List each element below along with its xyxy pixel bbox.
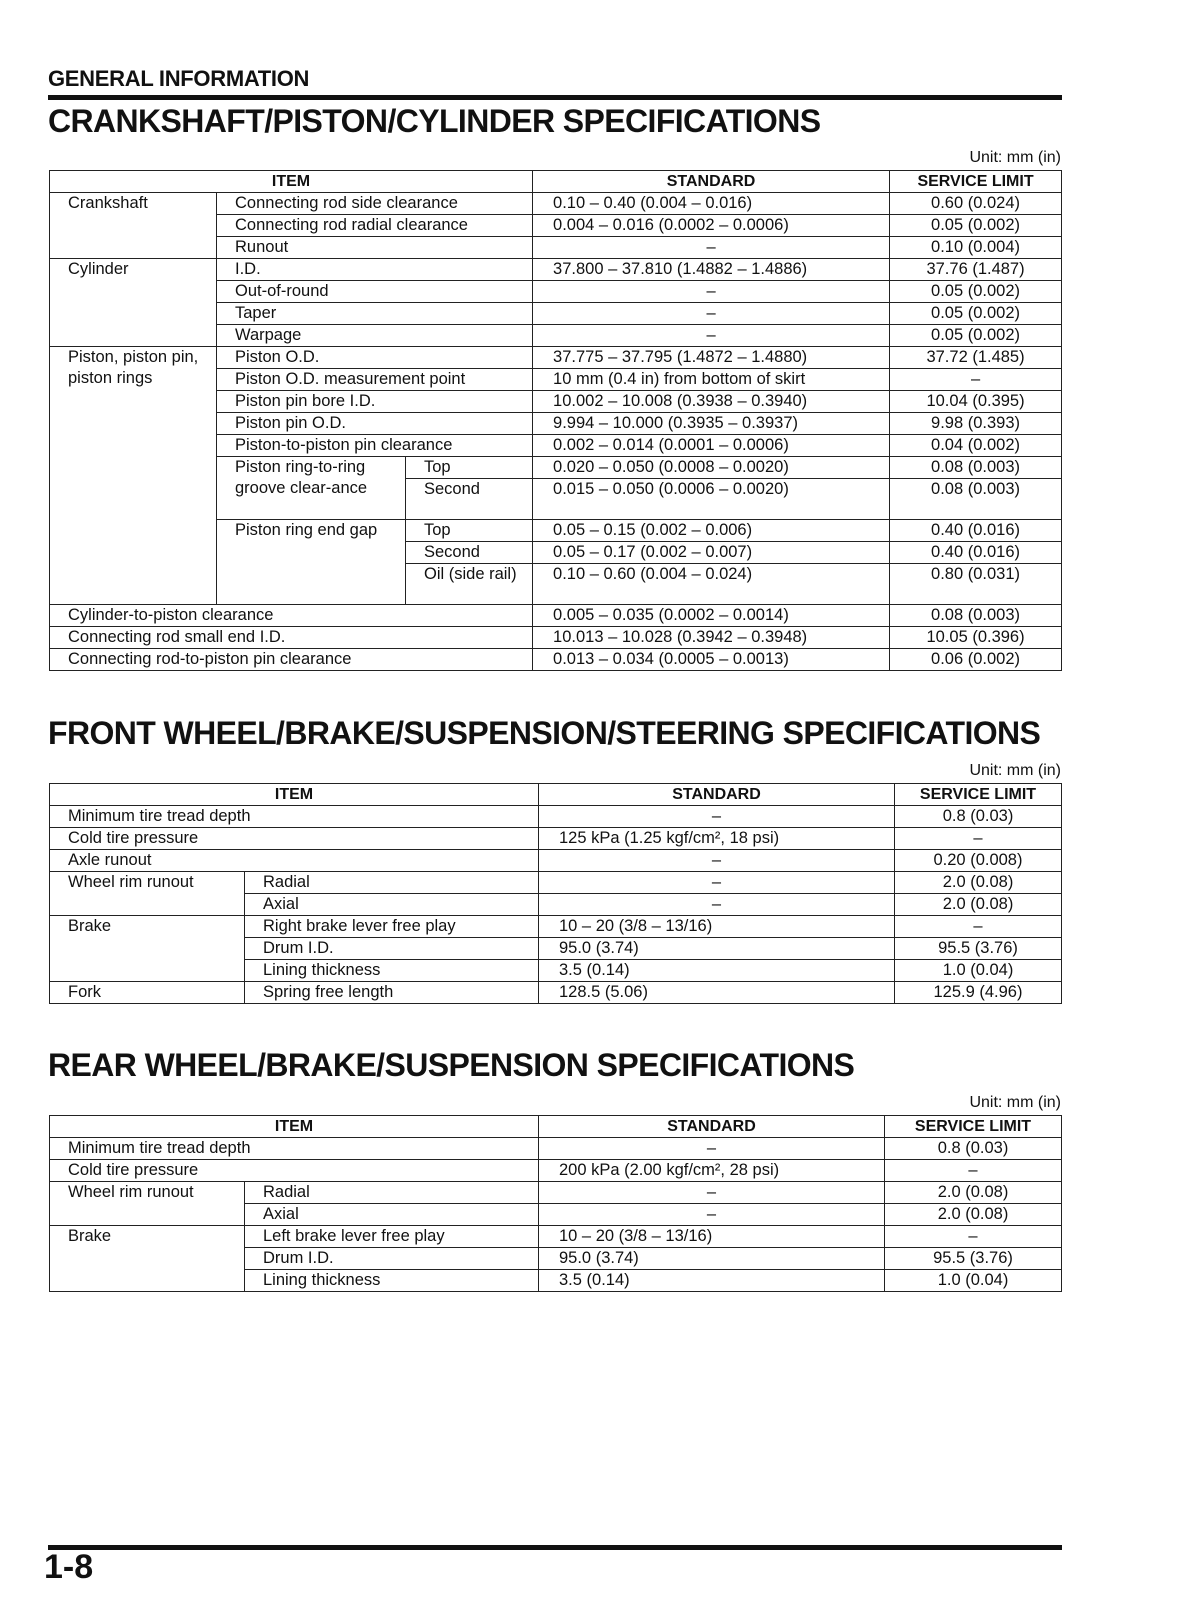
item-cell: Axial bbox=[245, 1204, 539, 1226]
item-cell: Drum I.D. bbox=[245, 1248, 539, 1270]
standard-cell: – bbox=[539, 1138, 885, 1160]
table-row bbox=[50, 193, 1062, 215]
standard-cell: 10.002 – 10.008 (0.3938 – 0.3940) bbox=[533, 391, 890, 413]
table-row bbox=[50, 605, 1062, 627]
sub-group-label: Piston ring end gap bbox=[217, 520, 406, 605]
limit-cell: 0.04 (0.002) bbox=[890, 435, 1062, 457]
standard-cell: – bbox=[539, 1182, 885, 1204]
front-wheel-unit-note: Unit: mm (in) bbox=[969, 762, 1061, 779]
item-cell: Drum I.D. bbox=[245, 938, 539, 960]
standard-cell: 128.5 (5.06) bbox=[539, 982, 895, 1004]
table-row bbox=[50, 916, 1062, 938]
standard-cell: 200 kPa (2.00 kgf/cm², 28 psi) bbox=[539, 1160, 885, 1182]
item-cell: Lining thickness bbox=[245, 1270, 539, 1292]
item-cell: Piston pin O.D. bbox=[217, 413, 533, 435]
table-header-row bbox=[50, 171, 1062, 193]
item-cell: Top bbox=[406, 520, 533, 542]
item-cell: Left brake lever free play bbox=[245, 1226, 539, 1248]
item-cell: Piston-to-piston pin clearance bbox=[217, 435, 533, 457]
table-row bbox=[50, 872, 1062, 894]
standard-cell: – bbox=[533, 303, 890, 325]
limit-cell: – bbox=[885, 1226, 1062, 1248]
standard-cell: 0.10 – 0.60 (0.004 – 0.024) bbox=[533, 564, 890, 605]
limit-cell: 2.0 (0.08) bbox=[895, 872, 1062, 894]
crankshaft-section-title: CRANKSHAFT/PISTON/CYLINDER SPECIFICATIONS bbox=[48, 103, 821, 139]
standard-cell: 0.05 – 0.15 (0.002 – 0.006) bbox=[533, 520, 890, 542]
item-cell: Piston O.D. measurement point bbox=[217, 369, 533, 391]
limit-cell: 0.60 (0.024) bbox=[890, 193, 1062, 215]
standard-cell: – bbox=[533, 281, 890, 303]
rear-wheel-unit-note: Unit: mm (in) bbox=[969, 1094, 1061, 1111]
standard-cell: 10 – 20 (3/8 – 13/16) bbox=[539, 1226, 885, 1248]
item-cell: Oil (side rail) bbox=[406, 564, 533, 605]
limit-cell: 9.98 (0.393) bbox=[890, 413, 1062, 435]
limit-cell: 0.05 (0.002) bbox=[890, 325, 1062, 347]
item-cell: Cold tire pressure bbox=[50, 828, 539, 850]
section-header-label: GENERAL INFORMATION bbox=[48, 66, 310, 91]
standard-cell: 37.800 – 37.810 (1.4882 – 1.4886) bbox=[533, 259, 890, 281]
standard-cell: 0.013 – 0.034 (0.0005 – 0.0013) bbox=[533, 649, 890, 671]
standard-cell: – bbox=[539, 894, 895, 916]
limit-cell: 0.05 (0.002) bbox=[890, 303, 1062, 325]
standard-cell: 3.5 (0.14) bbox=[539, 1270, 885, 1292]
item-cell: Axle runout bbox=[50, 850, 539, 872]
limit-cell: – bbox=[895, 916, 1062, 938]
table-row bbox=[50, 850, 1062, 872]
item-cell: Warpage bbox=[217, 325, 533, 347]
limit-cell: 95.5 (3.76) bbox=[895, 938, 1062, 960]
group-label: Brake bbox=[50, 1226, 245, 1292]
standard-cell: 3.5 (0.14) bbox=[539, 960, 895, 982]
table-row bbox=[50, 649, 1062, 671]
limit-cell: 10.05 (0.396) bbox=[890, 627, 1062, 649]
item-cell: Right brake lever free play bbox=[245, 916, 539, 938]
item-cell: Connecting rod radial clearance bbox=[217, 215, 533, 237]
limit-cell: – bbox=[885, 1160, 1062, 1182]
table-row bbox=[50, 1182, 1062, 1204]
item-cell: I.D. bbox=[217, 259, 533, 281]
limit-cell: 0.20 (0.008) bbox=[895, 850, 1062, 872]
limit-cell: 0.08 (0.003) bbox=[890, 605, 1062, 627]
group-label: Wheel rim runout bbox=[50, 1182, 245, 1226]
rear-wheel-spec-table bbox=[49, 1115, 1062, 1292]
item-cell: Radial bbox=[245, 872, 539, 894]
standard-cell: – bbox=[533, 237, 890, 259]
standard-header: STANDARD bbox=[539, 784, 895, 806]
standard-cell: 10 – 20 (3/8 – 13/16) bbox=[539, 916, 895, 938]
front-wheel-section-title: FRONT WHEEL/BRAKE/SUSPENSION/STEERING SPECIFICATIONS bbox=[48, 715, 1041, 751]
standard-cell: 125 kPa (1.25 kgf/cm², 18 psi) bbox=[539, 828, 895, 850]
item-cell: Radial bbox=[245, 1182, 539, 1204]
item-cell: Cold tire pressure bbox=[50, 1160, 539, 1182]
standard-cell: – bbox=[539, 872, 895, 894]
standard-cell: 0.015 – 0.050 (0.0006 – 0.0020) bbox=[533, 479, 890, 520]
limit-cell: 125.9 (4.96) bbox=[895, 982, 1062, 1004]
item-cell: Cylinder-to-piston clearance bbox=[50, 605, 533, 627]
limit-cell: 1.0 (0.04) bbox=[885, 1270, 1062, 1292]
table-row bbox=[50, 828, 1062, 850]
item-cell: Minimum tire tread depth bbox=[50, 1138, 539, 1160]
standard-cell: 0.005 – 0.035 (0.0002 – 0.0014) bbox=[533, 605, 890, 627]
rear-wheel-section-title: REAR WHEEL/BRAKE/SUSPENSION SPECIFICATIONS bbox=[48, 1047, 855, 1083]
standard-cell: 0.05 – 0.17 (0.002 – 0.007) bbox=[533, 542, 890, 564]
item-cell: Top bbox=[406, 457, 533, 479]
standard-cell: – bbox=[539, 850, 895, 872]
standard-cell: 0.10 – 0.40 (0.004 – 0.016) bbox=[533, 193, 890, 215]
item-cell: Taper bbox=[217, 303, 533, 325]
table-row bbox=[50, 259, 1062, 281]
table-row bbox=[50, 1226, 1062, 1248]
limit-cell: 10.04 (0.395) bbox=[890, 391, 1062, 413]
standard-cell: 95.0 (3.74) bbox=[539, 1248, 885, 1270]
standard-cell: 0.020 – 0.050 (0.0008 – 0.0020) bbox=[533, 457, 890, 479]
limit-cell: 0.10 (0.004) bbox=[890, 237, 1062, 259]
table-header-row bbox=[50, 1116, 1062, 1138]
group-label: Piston, piston pin, piston rings bbox=[50, 347, 217, 605]
item-cell: Connecting rod small end I.D. bbox=[50, 627, 533, 649]
limit-cell: 0.8 (0.03) bbox=[895, 806, 1062, 828]
item-cell: Axial bbox=[245, 894, 539, 916]
limit-cell: 37.72 (1.485) bbox=[890, 347, 1062, 369]
item-cell: Spring free length bbox=[245, 982, 539, 1004]
standard-cell: – bbox=[539, 806, 895, 828]
service-limit-header: SERVICE LIMIT bbox=[890, 171, 1062, 193]
front-wheel-spec-table bbox=[49, 783, 1062, 1004]
item-cell: Connecting rod-to-piston pin clearance bbox=[50, 649, 533, 671]
limit-cell: – bbox=[895, 828, 1062, 850]
limit-cell: 0.80 (0.031) bbox=[890, 564, 1062, 605]
limit-cell: 0.40 (0.016) bbox=[890, 542, 1062, 564]
item-cell: Connecting rod side clearance bbox=[217, 193, 533, 215]
bottom-rule bbox=[48, 1545, 1062, 1550]
standard-header: STANDARD bbox=[533, 171, 890, 193]
table-row bbox=[50, 1138, 1062, 1160]
standard-cell: – bbox=[533, 325, 890, 347]
limit-cell: 2.0 (0.08) bbox=[895, 894, 1062, 916]
item-cell: Piston pin bore I.D. bbox=[217, 391, 533, 413]
item-cell: Runout bbox=[217, 237, 533, 259]
item-cell: Piston O.D. bbox=[217, 347, 533, 369]
table-row bbox=[50, 347, 1062, 369]
limit-cell: 2.0 (0.08) bbox=[885, 1204, 1062, 1226]
table-header-row bbox=[50, 784, 1062, 806]
group-label: Wheel rim runout bbox=[50, 872, 245, 916]
table-row bbox=[50, 806, 1062, 828]
standard-cell: 95.0 (3.74) bbox=[539, 938, 895, 960]
group-label: Cylinder bbox=[50, 259, 217, 347]
group-label: Brake bbox=[50, 916, 245, 982]
standard-cell: 0.004 – 0.016 (0.0002 – 0.0006) bbox=[533, 215, 890, 237]
item-header: ITEM bbox=[50, 1116, 539, 1138]
table-row bbox=[50, 982, 1062, 1004]
item-cell: Second bbox=[406, 479, 533, 520]
standard-cell: – bbox=[539, 1204, 885, 1226]
limit-cell: 2.0 (0.08) bbox=[885, 1182, 1062, 1204]
limit-cell: 0.40 (0.016) bbox=[890, 520, 1062, 542]
item-cell: Second bbox=[406, 542, 533, 564]
standard-cell: 9.994 – 10.000 (0.3935 – 0.3937) bbox=[533, 413, 890, 435]
limit-cell: 37.76 (1.487) bbox=[890, 259, 1062, 281]
item-header: ITEM bbox=[50, 784, 539, 806]
limit-cell: 0.05 (0.002) bbox=[890, 215, 1062, 237]
limit-cell: 0.8 (0.03) bbox=[885, 1138, 1062, 1160]
service-limit-header: SERVICE LIMIT bbox=[885, 1116, 1062, 1138]
standard-cell: 10.013 – 10.028 (0.3942 – 0.3948) bbox=[533, 627, 890, 649]
table-row bbox=[50, 1160, 1062, 1182]
standard-cell: 37.775 – 37.795 (1.4872 – 1.4880) bbox=[533, 347, 890, 369]
page-number: 1-8 bbox=[44, 1548, 94, 1586]
sub-group-label: Piston ring-to-ring groove clear-ance bbox=[217, 457, 406, 520]
limit-cell: – bbox=[890, 369, 1062, 391]
crankshaft-unit-note: Unit: mm (in) bbox=[969, 149, 1061, 166]
group-label: Crankshaft bbox=[50, 193, 217, 259]
limit-cell: 0.06 (0.002) bbox=[890, 649, 1062, 671]
item-header: ITEM bbox=[50, 171, 533, 193]
top-rule bbox=[48, 95, 1062, 100]
item-cell: Lining thickness bbox=[245, 960, 539, 982]
limit-cell: 0.05 (0.002) bbox=[890, 281, 1062, 303]
standard-cell: 0.002 – 0.014 (0.0001 – 0.0006) bbox=[533, 435, 890, 457]
item-cell: Out-of-round bbox=[217, 281, 533, 303]
limit-cell: 95.5 (3.76) bbox=[885, 1248, 1062, 1270]
crankshaft-spec-table bbox=[49, 170, 1062, 671]
standard-header: STANDARD bbox=[539, 1116, 885, 1138]
service-limit-header: SERVICE LIMIT bbox=[895, 784, 1062, 806]
group-label: Fork bbox=[50, 982, 245, 1004]
limit-cell: 0.08 (0.003) bbox=[890, 457, 1062, 479]
table-row bbox=[50, 627, 1062, 649]
item-cell: Minimum tire tread depth bbox=[50, 806, 539, 828]
limit-cell: 0.08 (0.003) bbox=[890, 479, 1062, 520]
limit-cell: 1.0 (0.04) bbox=[895, 960, 1062, 982]
standard-cell: 10 mm (0.4 in) from bottom of skirt bbox=[533, 369, 890, 391]
